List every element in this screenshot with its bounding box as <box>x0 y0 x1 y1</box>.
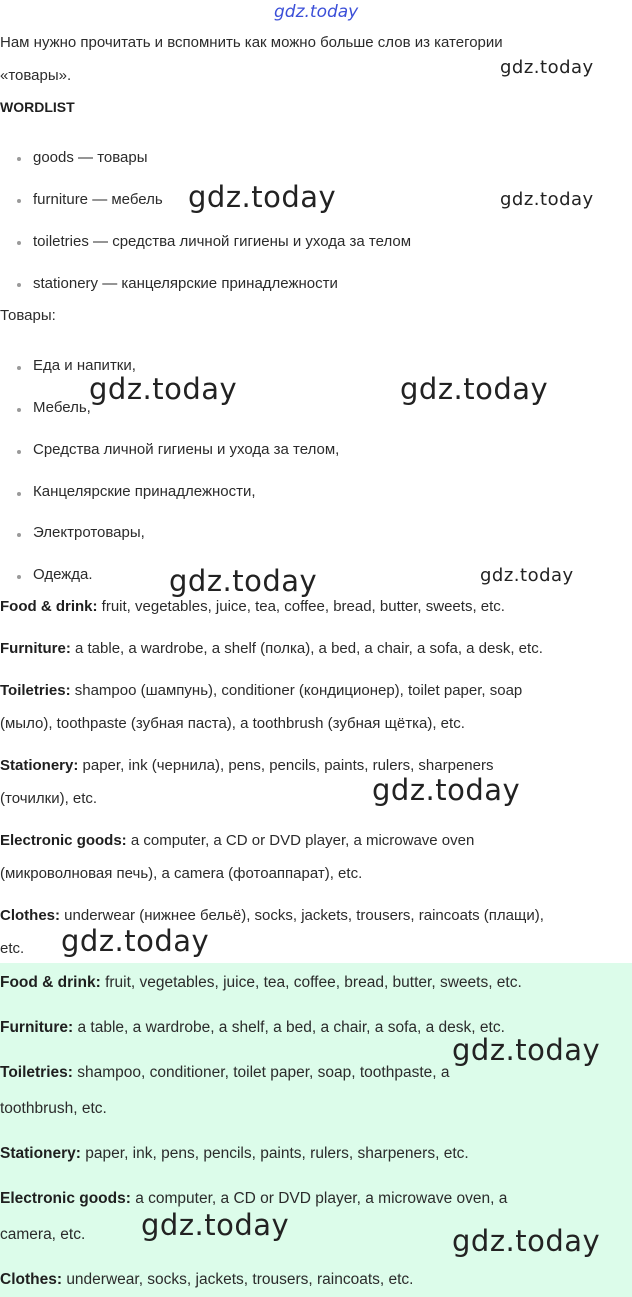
answer-text-cont: toothbrush, etc. <box>0 1100 107 1117</box>
answer-text: a computer, a CD or DVD player, a microwave oven, a <box>135 1190 508 1207</box>
watermark: gdz.today <box>452 1224 601 1258</box>
answer-label: Furniture: <box>0 640 71 657</box>
bullet <box>17 366 21 370</box>
answer-label: Electronic goods: <box>0 832 127 849</box>
answer-electronic <box>0 831 474 851</box>
answer-toiletries <box>0 681 522 701</box>
wordlist-item: toiletries — средства личной гигиены и ухода за телом <box>33 233 412 250</box>
bullet <box>17 575 21 579</box>
answer-text: underwear, socks, jackets, trousers, raincoats, etc. <box>66 1271 414 1288</box>
goods-item: Средства личной гигиены и ухода за телом, <box>33 441 340 458</box>
goods-heading: Товары: <box>0 307 56 324</box>
answer-text: a table, a wardrobe, a shelf, a bed, a chair, a sofa, a desk, etc. <box>77 1019 505 1036</box>
watermark: gdz.today <box>188 180 337 214</box>
answer-text: fruit, vegetables, juice, tea, coffee, bread, butter, sweets, etc. <box>105 974 522 991</box>
top-watermark: gdz.today <box>274 2 359 22</box>
answer-text: underwear (нижнее бельё), socks, jackets, trousers, raincoats (плащи), <box>64 907 544 924</box>
watermark: gdz.today <box>480 565 574 586</box>
answer-text-cont: etc. <box>0 940 25 957</box>
answer-label: Stationery: <box>0 1145 81 1162</box>
goods-item: Мебель, <box>33 399 91 416</box>
watermark: gdz.today <box>61 924 210 958</box>
answer-text-cont: camera, etc. <box>0 1226 86 1243</box>
goods-item: Электротовары, <box>33 524 145 541</box>
wordlist-item: stationery — канцелярские принадлежности <box>33 275 338 292</box>
wordlist-item: goods — товары <box>33 149 148 166</box>
intro-line-1: Нам нужно прочитать и вспомнить как можно больше слов из категории <box>0 34 503 51</box>
answer-text: paper, ink, pens, pencils, paints, rulers, sharpeners, etc. <box>85 1145 469 1162</box>
bullet <box>17 283 21 287</box>
answer-text: a table, a wardrobe, a shelf (полка), a bed, a chair, a sofa, a desk, etc. <box>75 640 543 657</box>
bullet <box>17 241 21 245</box>
watermark: gdz.today <box>500 189 594 210</box>
answer-food <box>0 597 505 617</box>
answer-label: Food & drink: <box>0 598 98 615</box>
answer-text-cont: (микроволновая печь), a camera (фотоаппарат), etc. <box>0 865 363 882</box>
answer-clothes <box>0 906 544 926</box>
answer-text: shampoo, conditioner, toilet paper, soap, toothpaste, a <box>77 1064 450 1081</box>
answer-furniture <box>0 639 543 659</box>
watermark: gdz.today <box>89 372 238 406</box>
bullet <box>17 450 21 454</box>
goods-item: Канцелярские принадлежности, <box>33 483 256 500</box>
answer-text-cont: (точилки), etc. <box>0 790 98 807</box>
answer-label: Furniture: <box>0 1019 74 1036</box>
answer-label: Toiletries: <box>0 1064 73 1081</box>
answer-label: Clothes: <box>0 1271 62 1288</box>
answer2-toiletries <box>0 1063 450 1083</box>
answer2-clothes <box>0 1270 414 1290</box>
wordlist-item: furniture — мебель <box>33 191 163 208</box>
watermark: gdz.today <box>141 1208 290 1242</box>
goods-item: Еда и напитки, <box>33 357 136 374</box>
answer2-furniture <box>0 1018 505 1038</box>
bullet <box>17 199 21 203</box>
answer-text: fruit, vegetables, juice, tea, coffee, bread, butter, sweets, etc. <box>101 598 505 615</box>
answer-label: Food & drink: <box>0 974 101 991</box>
bullet <box>17 408 21 412</box>
answer-label: Electronic goods: <box>0 1190 131 1207</box>
answer-text: a computer, a CD or DVD player, a microwave oven <box>130 832 475 849</box>
watermark: gdz.today <box>500 57 594 78</box>
watermark: gdz.today <box>372 773 521 807</box>
wordlist-heading: WORDLIST <box>0 99 75 115</box>
answer-text-cont: (мыло), toothpaste (зубная паста), a toothbrush (зубная щётка), etc. <box>0 715 465 732</box>
answer2-electronic <box>0 1189 507 1209</box>
bullet <box>17 157 21 161</box>
answer-text: paper, ink (чернила), pens, pencils, paints, rulers, sharpeners <box>82 757 494 774</box>
answer-label: Toiletries: <box>0 682 71 699</box>
answer-label: Stationery: <box>0 757 79 774</box>
answer-label: Clothes: <box>0 907 60 924</box>
goods-item: Одежда. <box>33 566 93 583</box>
watermark: gdz.today <box>169 564 318 598</box>
watermark: gdz.today <box>400 372 549 406</box>
bullet <box>17 533 21 537</box>
intro-line-2: «товары». <box>0 67 72 84</box>
bullet <box>17 492 21 496</box>
answer2-food <box>0 973 522 993</box>
answer2-stationery <box>0 1144 469 1164</box>
answer-text: shampoo (шампунь), conditioner (кондиционер), toilet paper, soap <box>74 682 523 699</box>
watermark: gdz.today <box>452 1033 601 1067</box>
